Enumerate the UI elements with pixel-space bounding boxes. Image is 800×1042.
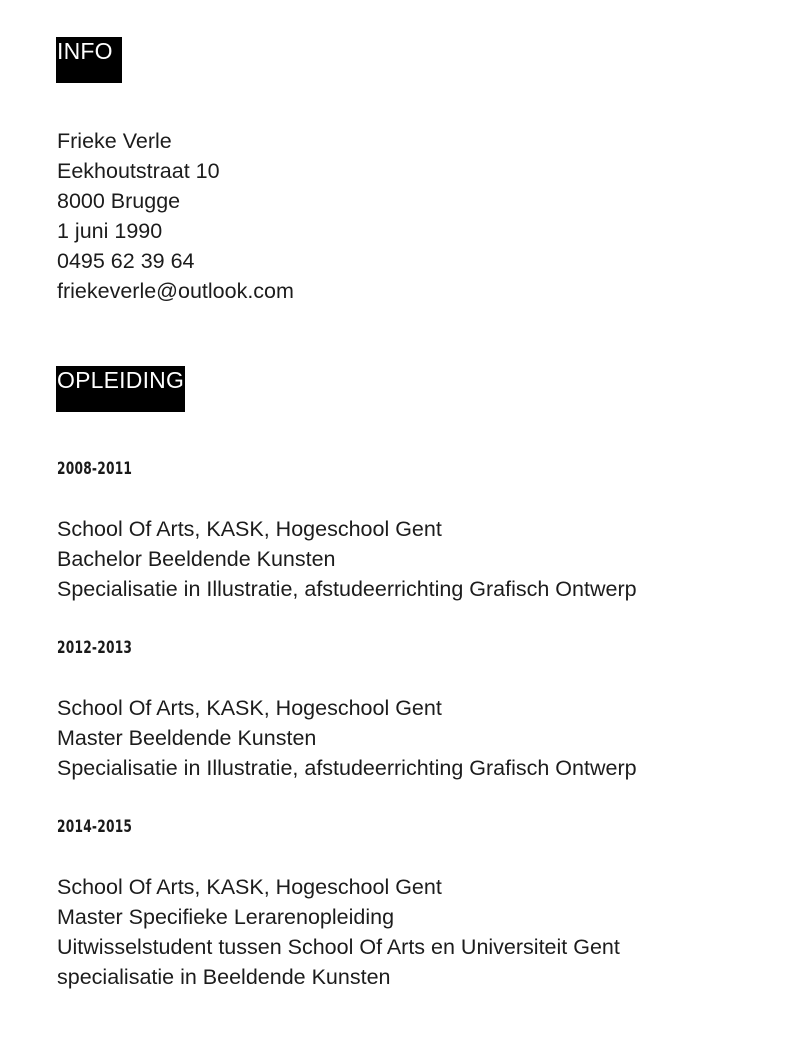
education-specialisation: specialisatie in Beeldende Kunsten [57,965,391,989]
education-exchange: Uitwisselstudent tussen School Of Arts en Universiteit Gent [57,935,620,959]
education-years: 2008-2011 [57,459,133,479]
education-entry [57,872,620,992]
education-degree: Bachelor Beeldende Kunsten [57,547,336,571]
education-school: School Of Arts, KASK, Hogeschool Gent [57,517,442,541]
contact-info [57,126,294,306]
info-heading: INFO [56,37,122,83]
education-specialisation: Specialisatie in Illustratie, afstudeerrichting Grafisch Ontwerp [57,756,637,780]
contact-name: Frieke Verle [57,129,172,153]
education-school: School Of Arts, KASK, Hogeschool Gent [57,875,442,899]
education-years: 2014-2015 [57,817,133,837]
education-entry [57,693,637,783]
contact-city: 8000 Brugge [57,189,181,213]
contact-street: Eekhoutstraat 10 [57,159,220,183]
education-degree: Master Beeldende Kunsten [57,726,317,750]
opleiding-heading: OPLEIDING [56,366,185,412]
contact-birthdate: 1 juni 1990 [57,219,163,243]
education-entry [57,514,637,604]
education-degree: Master Specifieke Lerarenopleiding [57,905,395,929]
education-school: School Of Arts, KASK, Hogeschool Gent [57,696,442,720]
education-years: 2012-2013 [57,638,133,658]
contact-email: friekeverle@outlook.com [57,279,294,303]
contact-phone: 0495 62 39 64 [57,249,195,273]
education-specialisation: Specialisatie in Illustratie, afstudeerrichting Grafisch Ontwerp [57,577,637,601]
